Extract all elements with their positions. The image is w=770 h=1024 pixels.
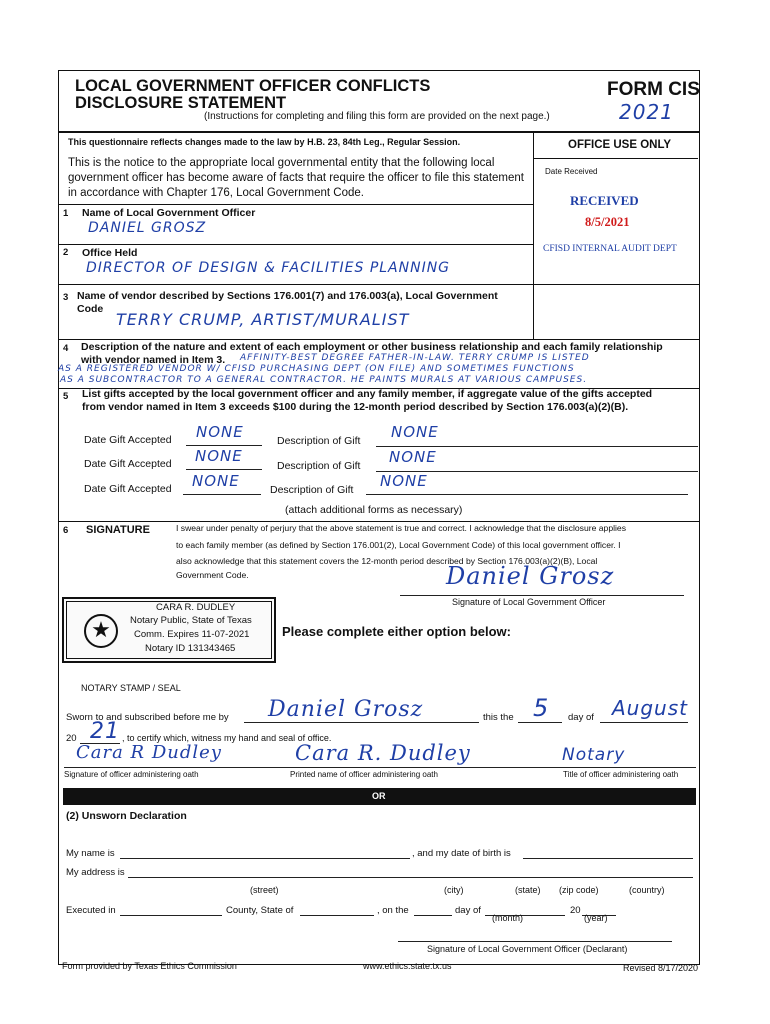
sworn-name-value[interactable]: Daniel Grosz <box>268 697 424 722</box>
section5-label-line1: List gifts accepted by the local government officer and any family member, if aggregate value of the gifts accepted <box>82 388 653 400</box>
section3-label-line1: Name of vendor described by Sections 176.001(7) and 176.003(a), Local Government <box>77 290 498 302</box>
section1-label: Name of Local Government Officer <box>82 207 256 219</box>
relationship-text-line2[interactable]: AS A REGISTERED VENDOR W/ CFISD PURCHASING DEPT (ON FILE) AND SOMETIMES FUNCTIONS <box>58 364 575 374</box>
attach-note: (attach additional forms as necessary) <box>285 504 463 516</box>
my-name-line[interactable] <box>120 858 410 859</box>
gift-date-label: Date Gift Accepted <box>84 458 172 470</box>
gift-desc-value[interactable]: NONE <box>389 448 437 466</box>
notary-seal-line4: Notary ID 131343465 <box>145 643 236 654</box>
executed-county-line[interactable] <box>120 915 222 916</box>
gift-desc-value[interactable]: NONE <box>380 472 428 490</box>
section5-label-line2: from vendor named in Item 3 exceeds $100 during the 12-month period described by Section 176.003(a)(2)(B). <box>82 401 629 413</box>
unsworn-day-line[interactable] <box>414 915 452 916</box>
gift-desc-label: Description of Gift <box>277 435 361 447</box>
sworn-label: Sworn to and subscribed before me by <box>66 712 229 723</box>
gift-desc-line <box>366 494 688 495</box>
city-caption: (city) <box>444 885 464 895</box>
unsworn-day-of-label: day of <box>455 905 481 916</box>
oath-text-line3: also acknowledge that this statement covers the 12-month period described by Section 176.003(a)(2)(B), Local <box>176 556 598 566</box>
notary-signature[interactable]: Cara R Dudley <box>76 742 222 763</box>
certify-text: , to certify which, witness my hand and seal of office. <box>122 733 332 743</box>
relationship-text-line1[interactable]: AFFINITY-BEST DEGREE FATHER-IN-LAW. TERRY CRUMP IS LISTED <box>240 353 590 363</box>
received-stamp: RECEIVED <box>570 193 639 208</box>
notice-line3: in accordance with Chapter 176, Local Government Code. <box>68 187 364 199</box>
gift-date-value[interactable]: NONE <box>195 447 243 465</box>
gift-date-label: Date Gift Accepted <box>84 434 172 446</box>
officer-signature-caption: Signature of Local Government Officer <box>452 597 606 607</box>
county-state-label: County, State of <box>226 905 294 916</box>
relationship-text-line3[interactable]: AS A SUBCONTRACTOR TO A GENERAL CONTRACTOR. HE PAINTS MURALS AT VARIOUS CAMPUSES. <box>60 375 588 385</box>
section2-label: Office Held <box>82 247 138 259</box>
notary-seal-line3: Comm. Expires 11-07-2021 <box>134 629 250 640</box>
signature-label: SIGNATURE <box>86 524 150 536</box>
notary-star-icon: ★ <box>84 614 118 648</box>
section3-label-line2: Code <box>77 303 104 315</box>
section4-divider <box>59 339 699 340</box>
form-label: FORM CIS <box>607 79 700 100</box>
this-the-label: this the <box>483 712 514 723</box>
vendor-name-value[interactable]: TERRY CRUMP, ARTIST/MURALIST <box>116 310 410 329</box>
notary-sig-caption: Signature of officer administering oath <box>64 770 199 779</box>
day-of-label: day of <box>568 712 594 723</box>
zip-caption: (zip code) <box>559 885 599 895</box>
office-use-box <box>533 132 699 340</box>
address-label: My address is <box>66 867 125 878</box>
or-label: OR <box>372 791 386 801</box>
notary-printed-name[interactable]: Cara R. Dudley <box>295 741 471 765</box>
month-line <box>600 722 688 723</box>
section6-divider <box>59 521 699 522</box>
received-stamp-dept: CFISD INTERNAL AUDIT DEPT <box>543 244 677 254</box>
day-value[interactable]: 5 <box>533 694 550 722</box>
oath-text-line1: I swear under penalty of perjury that the above statement is true and correct. I acknowledge that the disclosure applies <box>176 523 626 533</box>
month-caption: (month) <box>492 913 524 923</box>
gift-desc-line <box>376 446 698 447</box>
office-use-title: OFFICE USE ONLY <box>568 139 672 151</box>
form-title-line2: DISCLOSURE STATEMENT <box>75 94 287 112</box>
notary-printed-caption: Printed name of officer administering oath <box>290 770 438 779</box>
declarant-signature-caption: Signature of Local Government Officer (Declarant) <box>427 944 628 954</box>
date-received-label: Date Received <box>545 167 598 176</box>
unsworn-title: (2) Unsworn Declaration <box>66 810 187 822</box>
gift-date-line <box>186 445 262 446</box>
day-line <box>518 722 562 723</box>
year-value[interactable]: 21 <box>90 719 120 744</box>
section4-label-line2: with vendor named in Item 3. <box>81 354 226 366</box>
footer-url[interactable]: www.ethics.state.tx.us <box>363 961 452 971</box>
notary-seal-name: CARA R. DUDLEY <box>156 602 236 613</box>
office-held-value[interactable]: DIRECTOR OF DESIGN & FACILITIES PLANNING <box>86 260 451 276</box>
gift-date-value[interactable]: NONE <box>192 472 240 490</box>
gift-date-label: Date Gift Accepted <box>84 483 172 495</box>
notary-seal-line2: Notary Public, State of Texas <box>130 615 252 626</box>
notice-line2: government officer has become aware of facts that require the officer to file this statement <box>68 172 524 184</box>
section3-number: 3 <box>63 292 69 303</box>
section5-number: 5 <box>63 391 69 402</box>
form-instructions: (Instructions for completing and filing this form are provided on the next page.) <box>204 111 550 122</box>
dob-line[interactable] <box>523 858 693 859</box>
year-prefix: 20 <box>66 733 77 744</box>
gift-date-value[interactable]: NONE <box>196 423 244 441</box>
gift-date-line <box>183 494 261 495</box>
gift-desc-label: Description of Gift <box>270 484 354 496</box>
form-year-handwritten: 2021 <box>619 100 674 124</box>
state-line[interactable] <box>300 915 374 916</box>
address-line[interactable] <box>128 877 693 878</box>
oath-text-line4: Government Code. <box>176 570 249 580</box>
executed-in-label: Executed in <box>66 905 116 916</box>
declarant-signature-line[interactable] <box>398 941 672 942</box>
year-caption: (year) <box>584 913 608 923</box>
month-value[interactable]: August <box>612 696 688 720</box>
notary-title-caption: Title of officer administering oath <box>563 770 679 779</box>
notary-stamp-label: NOTARY STAMP / SEAL <box>81 683 181 693</box>
oath-text-line2: to each family member (as defined by Section 176.001(2), Local Government Code) of this local government officer. I <box>176 540 621 550</box>
officer-signature[interactable]: Daniel Grosz <box>446 562 615 590</box>
section4-label-line1: Description of the nature and extent of each employment or other business relationship and each family relationship <box>81 341 663 353</box>
office-use-divider <box>534 158 698 159</box>
section1-number: 1 <box>63 208 69 219</box>
notary-sig-line <box>64 767 696 768</box>
officer-name-value[interactable]: DANIEL GROSZ <box>88 220 207 236</box>
footer-provided: Form provided by Texas Ethics Commission <box>62 961 237 971</box>
section4-number: 4 <box>63 343 69 354</box>
section1-divider <box>59 204 534 205</box>
officer-signature-line <box>400 595 684 596</box>
state-caption: (state) <box>515 885 541 895</box>
sworn-name-line <box>244 722 479 723</box>
section2-divider <box>59 244 534 245</box>
notary-title[interactable]: Notary <box>562 745 626 765</box>
gift-date-line <box>186 469 262 470</box>
notary-seal <box>62 597 276 663</box>
dob-label: , and my date of birth is <box>412 848 511 859</box>
option-prompt: Please complete either option below: <box>282 624 511 639</box>
gift-desc-value[interactable]: NONE <box>391 423 439 441</box>
questionnaire-note: This questionnaire reflects changes made to the law by H.B. 23, 84th Leg., Regular Session. <box>68 137 461 147</box>
form-title-line1: LOCAL GOVERNMENT OFFICER CONFLICTS <box>75 77 431 95</box>
my-name-label: My name is <box>66 848 115 859</box>
on-the-label: , on the <box>377 905 409 916</box>
footer-revised: Revised 8/17/2020 <box>623 963 699 973</box>
section6-number: 6 <box>63 525 69 536</box>
street-caption: (street) <box>250 885 279 895</box>
notice-line1: This is the notice to the appropriate local governmental entity that the following local <box>68 157 495 169</box>
country-caption: (country) <box>629 885 665 895</box>
unsworn-year-prefix: 20 <box>570 905 581 916</box>
gift-desc-label: Description of Gift <box>277 460 361 472</box>
received-stamp-date: 8/5/2021 <box>585 215 630 229</box>
section3-divider <box>59 284 699 285</box>
section2-number: 2 <box>63 247 69 258</box>
